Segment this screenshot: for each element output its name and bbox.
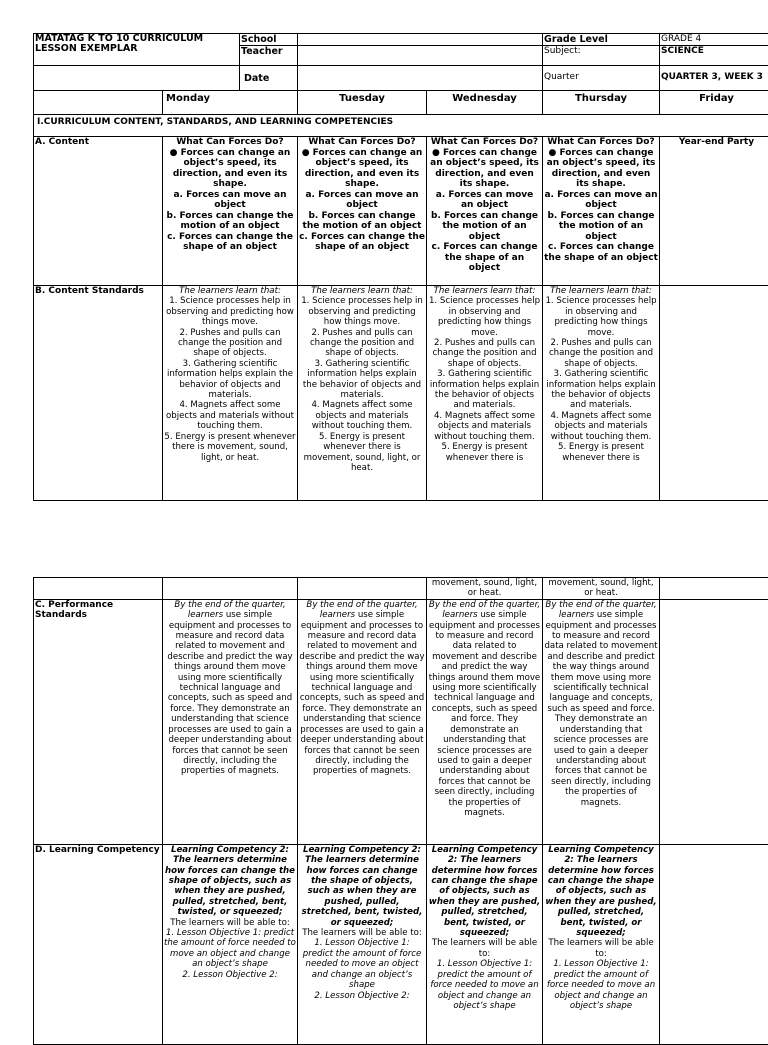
learning-competency-friday [660, 844, 768, 1044]
subject-label: Subject: [543, 46, 660, 66]
subject-value: SCIENCE [660, 46, 768, 66]
content-wednesday: What Can Forces Do? ● Forces can change an object’s speed, its direction, and even its shape. a. Forces can move an object b. Forces can change the motion of an object c. Forces can change the shape of an object [427, 137, 543, 286]
learning-competency-label: D. Learning Competency [34, 844, 163, 1044]
content-thursday: What Can Forces Do? ● Forces can change an object’s speed, its direction, and even its shape. a. Forces can move an object b. Forces can change the motion of an object c. Forces can change the shape of an object [543, 137, 660, 286]
quarter-value: QUARTER 3, WEEK 3 [660, 66, 768, 91]
content-standards-wednesday: The learners learn that: 1. Science processes help in observing and predicting how things move. 2. Pushes and pulls can change the position and shape of objects. 3. Gathering scientific information helps explain the behavior of objects and materials. 4. Magnets affect some objects and materials without touching them. 5. Energy is present whenever there is [427, 286, 543, 501]
teacher-value [298, 46, 543, 66]
performance-standards-wednesday: By the end of the quarter, learners use simple equipment and processes to measure and record data related to movement and describe and predict the way things around them move using more scientifically technical language and concepts, such as speed and force. They demonstrate an understanding that science processes are used to gain a deeper understanding about forces that cannot be seen directly, including the properties of magnets. [427, 599, 543, 844]
quarter-label: Quarter [543, 66, 660, 91]
performance-standards-monday: By the end of the quarter, learners use simple equipment and processes to measure and record data related to movement and describe and predict the way things around them move using more scientifically technical language and concepts, such as speed and force. They demonstrate an understanding that science processes are used to gain a deeper understanding about forces that cannot be seen directly, including the properties of magnets. [163, 599, 298, 844]
continuation-label-blank [34, 578, 163, 600]
continuation-thursday: movement, sound, light, or heat. [543, 578, 660, 600]
content-standards-tuesday: The learners learn that: 1. Science processes help in observing and predicting how things move. 2. Pushes and pulls can change the position and shape of objects. 3. Gathering scientific information helps explain the behavior of objects and materials. 4. Magnets affect some objects and materials without touching them. 5. Energy is present whenever there is movement, sound, light, or heat. [298, 286, 427, 501]
day-tuesday: Tuesday [298, 91, 427, 115]
section-curriculum-heading: I.CURRICULUM CONTENT, STANDARDS, AND LEARNING COMPETENCIES [34, 115, 768, 137]
day-friday: Friday [660, 91, 768, 115]
day-header-blank [34, 91, 163, 115]
content-standards-monday: The learners learn that: 1. Science processes help in observing and predicting how things move. 2. Pushes and pulls can change the position and shape of objects. 3. Gathering scientific information helps explain the behavior of objects and materials. 4. Magnets affect some objects and materials without touching them. 5. Energy is present whenever there is movement, sound, light, or heat. [163, 286, 298, 501]
teacher-label: Teacher [240, 46, 298, 66]
content-standards-friday [660, 286, 768, 501]
school-label: School [240, 34, 298, 46]
continuation-monday [163, 578, 298, 600]
day-thursday: Thursday [543, 91, 660, 115]
content-label: A. Content [34, 137, 163, 286]
learning-competency-monday: Learning Competency 2: The learners determine how forces can change the shape of objects, such as when they are pushed, pulled, stretched, bent, twisted, or squeezed; The learners will be able to: 1. Lesson Objective 1: predict the amount of force needed to move an object and change an object’s shape 2. Lesson Objective 2: [163, 844, 298, 1044]
content-tuesday: What Can Forces Do? ● Forces can change an object’s speed, its direction, and even its shape. a. Forces can move an object b. Forces can change the motion of an object c. Forces can change the shape of an object [298, 137, 427, 286]
day-monday: Monday [163, 91, 298, 115]
lesson-standards-table [33, 577, 768, 1045]
day-wednesday: Wednesday [427, 91, 543, 115]
school-value [298, 34, 543, 46]
date-value [298, 66, 543, 91]
continuation-tuesday [298, 578, 427, 600]
lesson-header-table [33, 33, 768, 501]
performance-standards-tuesday: By the end of the quarter, learners use simple equipment and processes to measure and record data related to movement and describe and predict the way things around them move using more scientifically technical language and concepts, such as speed and force. They demonstrate an understanding that science processes are used to gain a deeper understanding about forces that cannot be seen directly, including the properties of magnets. [298, 599, 427, 844]
continuation-wednesday: movement, sound, light, or heat. [427, 578, 543, 600]
date-label: Date [240, 66, 298, 91]
performance-standards-friday [660, 599, 768, 844]
content-standards-label: B. Content Standards [34, 286, 163, 501]
content-friday: Year-end Party [660, 137, 768, 286]
grade-level-label: Grade Level [543, 34, 660, 46]
learning-competency-tuesday: Learning Competency 2: The learners determine how forces can change the shape of objects, such as when they are pushed, pulled, stretched, bent, twisted, or squeezed; The learners will be able to: 1. Lesson Objective 1: predict the amount of force needed to move an object and change an object’s shape 2. Lesson Objective 2: [298, 844, 427, 1044]
content-monday: What Can Forces Do? ● Forces can change an object’s speed, its direction, and even its shape. a. Forces can move an object b. Forces can change the motion of an object c. Forces can change the shape of an object [163, 137, 298, 286]
curriculum-title: MATATAG K TO 10 CURRICULUM LESSON EXEMPLAR [34, 34, 240, 66]
continuation-friday [660, 578, 768, 600]
performance-standards-thursday: By the end of the quarter, learners use simple equipment and processes to measure and record data related to movement and describe and predict the way things around them move using more scientifically technical language and concepts, such as speed and force. They demonstrate an understanding that science processes are used to gain a deeper understanding about forces that cannot be seen directly, including the properties of magnets. [543, 599, 660, 844]
content-standards-thursday: The learners learn that: 1. Science processes help in observing and predicting how things move. 2. Pushes and pulls can change the position and shape of objects. 3. Gathering scientific information helps explain the behavior of objects and materials. 4. Magnets affect some objects and materials without touching them. 5. Energy is present whenever there is [543, 286, 660, 501]
grade-level-value: GRADE 4 [660, 34, 768, 46]
performance-standards-label: C. Performance Standards [34, 599, 163, 844]
header-blank [34, 66, 240, 91]
learning-competency-wednesday: Learning Competency 2: The learners determine how forces can change the shape of objects, such as when they are pushed, pulled, stretched, bent, twisted, or squeezed; The learners will be able to: 1. Lesson Objective 1: predict the amount of force needed to move an object and change an object’s shape [427, 844, 543, 1044]
learning-competency-thursday: Learning Competency 2: The learners determine how forces can change the shape of objects, such as when they are pushed, pulled, stretched, bent, twisted, or squeezed; The learners will be able to: 1. Lesson Objective 1: predict the amount of force needed to move an object and change an object’s shape [543, 844, 660, 1044]
